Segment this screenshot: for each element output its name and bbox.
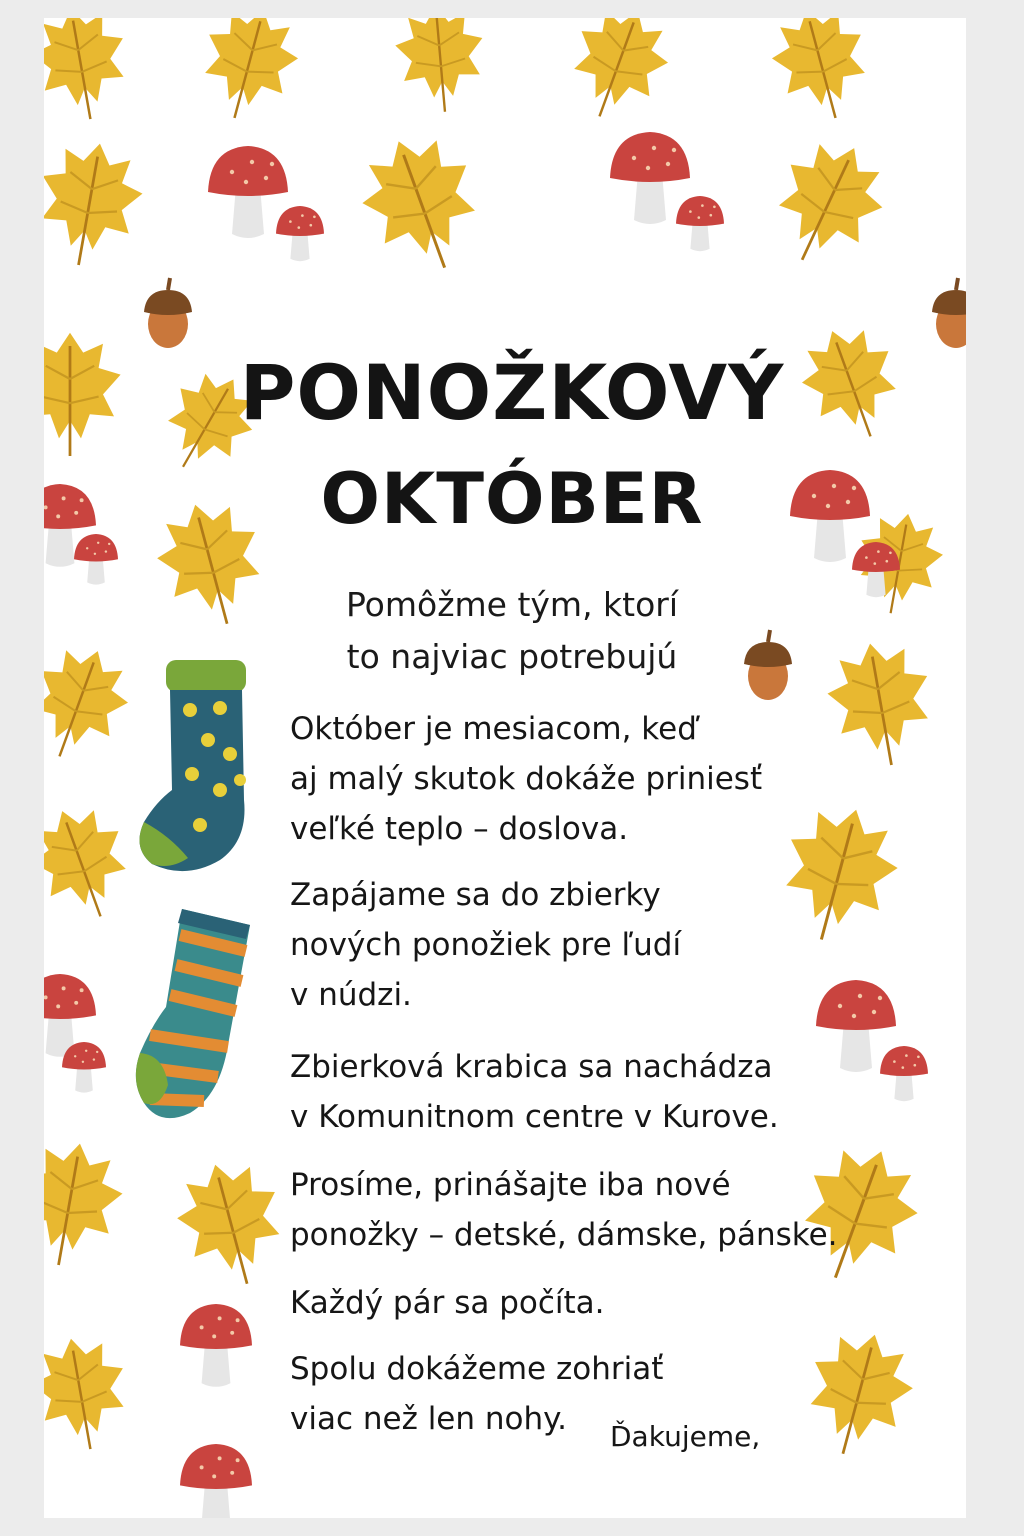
subtitle-line-2: to najviac potrebujú [346,637,678,676]
oak-leaf-icon [26,1,136,127]
mushroom-icon [880,1046,928,1101]
paragraph-line: Prosíme, prinášajte iba nové [290,1167,731,1203]
paragraph-line: Október je mesiacom, keď [290,711,697,747]
paragraph-line: nových ponožiek pre ľudí [290,927,682,963]
paragraph-location [290,1042,779,1142]
mushroom-icon [180,1444,252,1527]
oak-leaf-icon [762,0,880,130]
mushroom-icon [208,146,288,238]
oak-leaf-icon [768,795,909,953]
mushroom-icon [676,196,724,251]
paragraph-intro [290,704,762,854]
paragraph-line: v núdzi. [290,977,412,1013]
poster-title-line-1: PONOŽKOVÝ [239,348,785,437]
mushroom-icon [276,206,324,261]
paragraph-together [290,1344,663,1444]
oak-leaf-icon [756,127,900,281]
oak-leaf-icon [166,1152,296,1297]
mushroom-icon [74,534,118,585]
paragraph-line: Zbierková krabica sa nachádza [290,1049,773,1085]
mushroom-icon [62,1042,106,1093]
closing-thanks: Ďakujeme, [610,1420,761,1453]
paragraph-line: viac než len nohy. [290,1401,567,1437]
oak-leaf-icon [26,1331,136,1457]
paragraph-line: aj malý skutok dokáže priniesť [290,761,763,797]
mushroom-icon [180,1304,252,1387]
poster-title-line-2: OKTÓBER [320,458,704,540]
oak-leaf-icon [190,0,308,130]
paragraph-request [290,1160,838,1260]
striped-sock-icon [120,895,270,1135]
acorn-icon [932,278,980,348]
subtitle-line-1: Pomôžme tým, ktorí [345,585,679,624]
oak-leaf-icon [29,135,150,274]
paragraph-line: Spolu dokážeme zohriať [290,1351,664,1387]
acorn-icon [144,278,192,348]
oak-leaf-icon [556,0,681,132]
oak-leaf-icon [347,122,497,286]
oak-leaf-icon [392,2,488,116]
paragraph-line: veľké teplo – doslova. [290,811,629,847]
paragraph-line: Každý pár sa počíta. [290,1285,605,1321]
oak-leaf-icon [9,1135,130,1274]
paragraph-every-pair [290,1278,605,1328]
paragraph-collection [290,870,681,1020]
oak-leaf-icon [794,1322,924,1467]
paragraph-line: Zapájame sa do zbierky [290,877,661,913]
mushroom-icon [610,132,690,224]
paragraph-line: v Komunitnom centre v Kurove. [290,1099,779,1135]
polka-dot-sock-icon [130,650,280,890]
paragraph-line: ponožky – detské, dámske, pánske. [290,1217,838,1253]
